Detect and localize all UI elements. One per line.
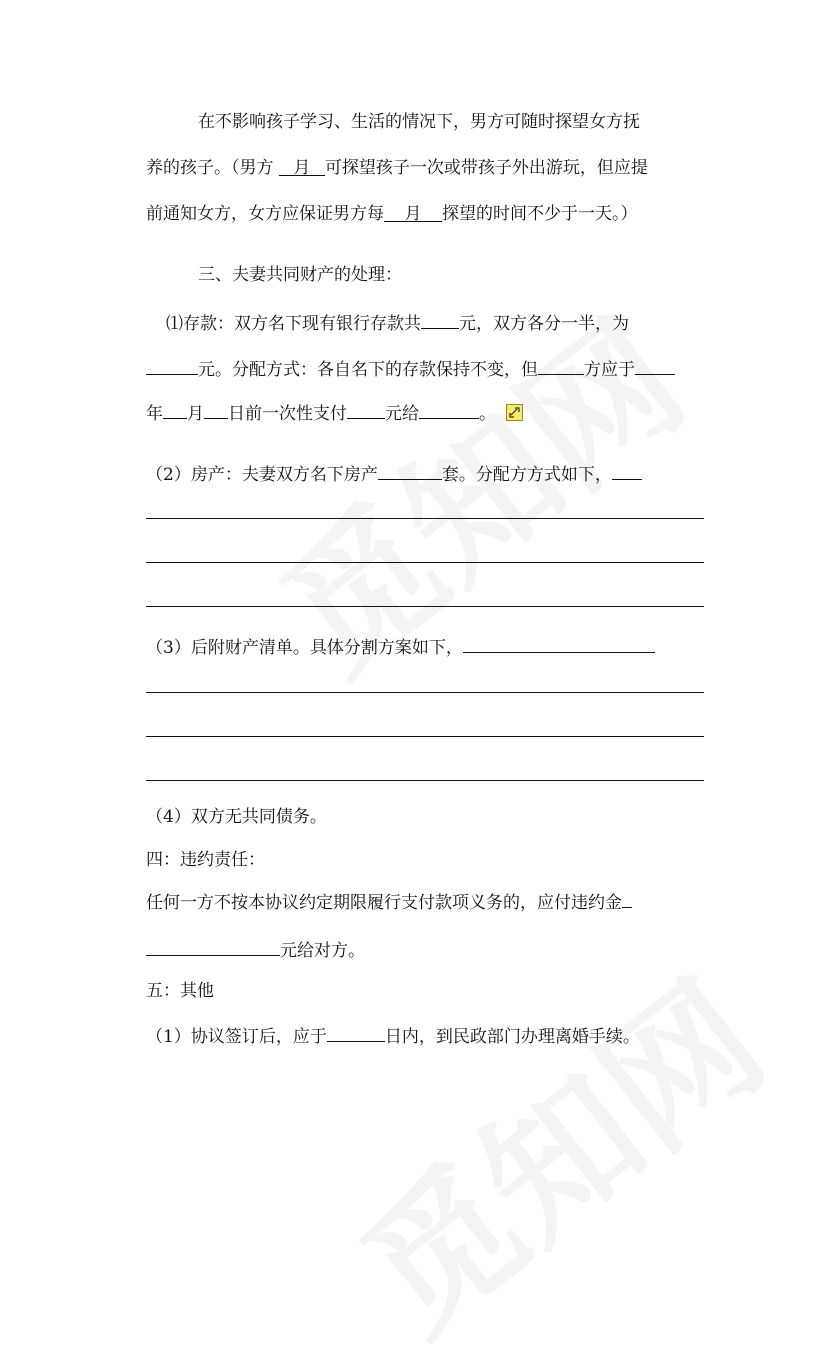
deposit-half-blank[interactable]: [146, 355, 198, 375]
days-blank[interactable]: [327, 1022, 385, 1042]
debt-line: [146, 805, 327, 829]
deposit-line-3: [146, 399, 523, 423]
visitation-text-2a: 养的孩子。（男方: [146, 158, 279, 178]
section-3-heading-text: 三、夫妻共同财产的处理：: [198, 265, 402, 285]
section-4-heading-text: 四：违约责任：: [146, 850, 265, 870]
divorce-text-1b: 日内，到民政部门办理离婚手续。: [384, 1027, 640, 1047]
pay-amount-blank[interactable]: [347, 399, 385, 419]
deposit-line-1: [166, 309, 629, 333]
deposit-year-label: 年: [146, 404, 163, 424]
house-text-1b: 套。分配方方式如下，: [441, 465, 612, 485]
visitation-text-3a: 前通知女方，女方应保证男方每: [146, 204, 384, 224]
deposit-total-blank[interactable]: [421, 309, 459, 329]
penalty-amount-blank[interactable]: [146, 936, 280, 956]
visitation-text-1: 在不影响孩子学习、生活的情况下，男方可随时探望女方抚: [198, 112, 640, 132]
house-fill-line-2[interactable]: [146, 562, 704, 563]
property-fill-line-3[interactable]: [146, 780, 704, 781]
visit-frequency-unit: 月: [293, 158, 311, 178]
deposit-text-1a: ⑴存款：双方名下现有银行存款共: [166, 314, 421, 334]
section-4-heading: [146, 848, 265, 872]
house-fill-line-1[interactable]: [146, 518, 704, 519]
deposit-line-2: [146, 355, 675, 379]
house-method-blank[interactable]: [612, 460, 642, 480]
house-fill-line-3[interactable]: [146, 606, 704, 607]
pay-day-blank[interactable]: [204, 399, 228, 419]
deposit-text-3d: 元给: [385, 404, 419, 424]
debt-text: （4）双方无共同债务。: [146, 807, 327, 827]
visitation-text-3c: 探望的时间不少于一天。）: [442, 204, 638, 224]
deposit-text-3e: 。: [479, 404, 496, 424]
deposit-text-2b: 方应于: [584, 360, 635, 380]
penalty-line-2: [146, 936, 365, 960]
visit-duration-unit: 月: [404, 204, 422, 224]
visitation-text-2c: 可探望孩子一次或带孩子外出游玩，但应提: [324, 158, 648, 178]
section-5-heading: [146, 979, 214, 1003]
property-fill-line-1[interactable]: [146, 692, 704, 693]
penalty-line-1: [146, 888, 632, 912]
deposit-text-3c: 日前一次性支付: [228, 404, 347, 424]
penalty-text-1: 任何一方不按本协议约定期限履行支付款项义务的，应付违约金: [146, 893, 622, 913]
section-5-heading-text: 五：其他: [146, 981, 214, 1001]
deposit-text-1b: 元，双方各分一半，为: [459, 314, 629, 334]
visitation-line-3: [146, 202, 638, 226]
property-list-text: （3）后附财产清单。具体分割方案如下，: [146, 638, 463, 658]
property-fill-line-2[interactable]: [146, 736, 704, 737]
divorce-text-1a: （1）协议签订后，应于: [146, 1027, 327, 1047]
deposit-month-label: 月: [187, 404, 204, 424]
payee-blank[interactable]: [419, 399, 479, 419]
visitation-line-1: [198, 110, 640, 134]
edit-anchor-icon[interactable]: [506, 404, 523, 421]
house-line-1: [146, 460, 642, 484]
visit-frequency-blank[interactable]: [279, 156, 325, 176]
watermark-lower: [311, 924, 799, 1371]
house-count-blank[interactable]: [378, 460, 442, 480]
penalty-text-2: 元给对方。: [280, 941, 365, 961]
visit-duration-blank[interactable]: [384, 202, 442, 222]
section-3-heading: [198, 263, 402, 287]
divorce-procedure-line: [146, 1022, 640, 1046]
visitation-line-2: [146, 156, 648, 180]
property-plan-blank[interactable]: [463, 633, 655, 653]
pay-year-blank[interactable]: [635, 355, 675, 375]
deposit-text-2a: 元。分配方式：各自名下的存款保持不变，但: [198, 360, 538, 380]
paying-party-blank[interactable]: [538, 355, 584, 375]
house-text-1a: （2）房产：夫妻双方名下房产: [146, 465, 378, 485]
penalty-amount-blank-start[interactable]: [622, 888, 632, 908]
property-list-line-1: [146, 633, 655, 657]
pay-month-blank[interactable]: [163, 399, 187, 419]
